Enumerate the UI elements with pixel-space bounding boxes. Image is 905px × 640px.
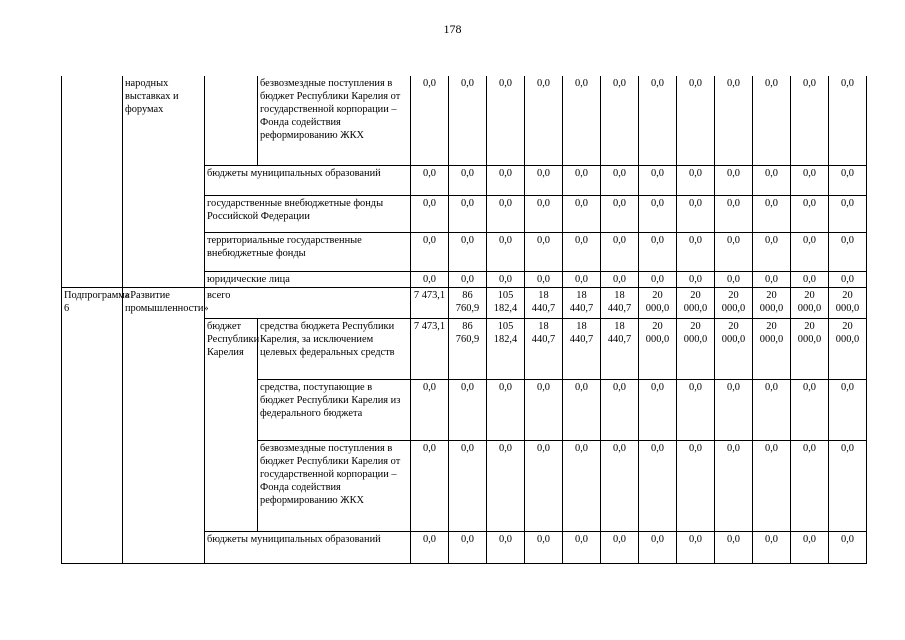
value-cell: 0,0 <box>525 165 563 195</box>
value-cell: 0,0 <box>753 76 791 165</box>
value-cell: 0,0 <box>449 531 487 563</box>
value-cell: 20 000,0 <box>639 287 677 318</box>
value-cell: 0,0 <box>411 195 449 232</box>
value-cell: 0,0 <box>601 232 639 271</box>
value-cell: 0,0 <box>791 232 829 271</box>
value-cell: 0,0 <box>791 531 829 563</box>
value-cell: 0,0 <box>525 76 563 165</box>
value-cell: 0,0 <box>753 232 791 271</box>
value-cell: 0,0 <box>829 531 867 563</box>
value-cell: 0,0 <box>449 379 487 440</box>
value-cell: 0,0 <box>487 271 525 287</box>
value-cell: 0,0 <box>563 165 601 195</box>
value-cell: 0,0 <box>411 165 449 195</box>
source-cell: средства, поступающие в бюджет Республики Карелия из федерального бюджета <box>258 379 411 440</box>
value-cell: 0,0 <box>487 76 525 165</box>
value-cell: 0,0 <box>563 379 601 440</box>
value-cell: 0,0 <box>677 165 715 195</box>
value-cell: 0,0 <box>411 76 449 165</box>
value-cell: 20 000,0 <box>791 287 829 318</box>
value-cell: 0,0 <box>449 165 487 195</box>
program-code-cell <box>62 76 123 287</box>
value-cell: 0,0 <box>829 195 867 232</box>
value-cell: 0,0 <box>525 232 563 271</box>
value-cell: 0,0 <box>677 531 715 563</box>
value-cell: 0,0 <box>715 379 753 440</box>
value-cell: 0,0 <box>639 531 677 563</box>
value-cell: 20 000,0 <box>715 318 753 379</box>
program-name-cell: «Развитие промышленности» <box>123 287 205 563</box>
value-cell: 0,0 <box>753 195 791 232</box>
value-cell: 0,0 <box>677 232 715 271</box>
value-cell: 0,0 <box>677 76 715 165</box>
value-cell: 0,0 <box>411 379 449 440</box>
value-cell: 18 440,7 <box>601 287 639 318</box>
value-cell: 0,0 <box>449 271 487 287</box>
value-cell: 0,0 <box>487 165 525 195</box>
source-cell: безвозмездные поступления в бюджет Республики Карелия от государственной корпорации – Фонда содействия реформированию ЖКХ <box>258 76 411 165</box>
budget-table <box>61 76 867 564</box>
value-cell: 0,0 <box>601 195 639 232</box>
value-cell: 0,0 <box>829 165 867 195</box>
value-cell: 0,0 <box>639 76 677 165</box>
value-cell: 20 000,0 <box>753 287 791 318</box>
value-cell: 0,0 <box>791 165 829 195</box>
value-cell: 0,0 <box>601 379 639 440</box>
budget-level-cell <box>205 76 258 165</box>
source-cell: средства бюджета Республики Карелия, за исключением целевых федеральных средств <box>258 318 411 379</box>
value-cell: 0,0 <box>791 195 829 232</box>
value-cell: 0,0 <box>411 271 449 287</box>
value-cell: 0,0 <box>829 232 867 271</box>
value-cell: 0,0 <box>639 232 677 271</box>
program-code-cell: Подпрограмма 6 <box>62 287 123 563</box>
value-cell: 0,0 <box>829 271 867 287</box>
value-cell: 18 440,7 <box>563 318 601 379</box>
value-cell: 18 440,7 <box>525 318 563 379</box>
value-cell: 0,0 <box>715 76 753 165</box>
value-cell: 0,0 <box>449 440 487 531</box>
value-cell: 7 473,1 <box>411 287 449 318</box>
source-cell: бюджеты муниципальных образований <box>205 165 411 195</box>
source-cell: бюджеты муниципальных образований <box>205 531 411 563</box>
value-cell: 0,0 <box>487 232 525 271</box>
value-cell: 86 760,9 <box>449 318 487 379</box>
value-cell: 0,0 <box>601 76 639 165</box>
value-cell: 0,0 <box>563 195 601 232</box>
budget-level-cell: бюджет Республики Карелия <box>205 318 258 531</box>
value-cell: 20 000,0 <box>715 287 753 318</box>
value-cell: 0,0 <box>449 232 487 271</box>
value-cell: 0,0 <box>753 379 791 440</box>
value-cell: 0,0 <box>487 195 525 232</box>
page-number: 178 <box>443 22 462 36</box>
value-cell: 0,0 <box>791 379 829 440</box>
value-cell: 20 000,0 <box>791 318 829 379</box>
value-cell: 0,0 <box>753 271 791 287</box>
value-cell: 0,0 <box>791 76 829 165</box>
value-cell: 0,0 <box>487 379 525 440</box>
value-cell: 18 440,7 <box>525 287 563 318</box>
value-cell: 0,0 <box>677 379 715 440</box>
value-cell: 0,0 <box>411 531 449 563</box>
value-cell: 0,0 <box>639 379 677 440</box>
value-cell: 0,0 <box>487 440 525 531</box>
value-cell: 0,0 <box>601 440 639 531</box>
value-cell: 0,0 <box>601 531 639 563</box>
value-cell: 0,0 <box>563 232 601 271</box>
program-name-cell: народных выставках и форумах <box>123 76 205 287</box>
source-cell: юридические лица <box>205 271 411 287</box>
value-cell: 0,0 <box>639 440 677 531</box>
source-cell: территориальные государственные внебюджетные фонды <box>205 232 411 271</box>
value-cell: 0,0 <box>639 165 677 195</box>
value-cell: 20 000,0 <box>829 318 867 379</box>
value-cell: 20 000,0 <box>753 318 791 379</box>
value-cell: 0,0 <box>715 195 753 232</box>
value-cell: 0,0 <box>563 271 601 287</box>
value-cell: 0,0 <box>715 531 753 563</box>
value-cell: 0,0 <box>601 165 639 195</box>
value-cell: 0,0 <box>449 76 487 165</box>
value-cell: 0,0 <box>715 271 753 287</box>
value-cell: 0,0 <box>563 76 601 165</box>
value-cell: 0,0 <box>525 440 563 531</box>
value-cell: 0,0 <box>791 271 829 287</box>
value-cell: 0,0 <box>563 531 601 563</box>
value-cell: 105 182,4 <box>487 318 525 379</box>
value-cell: 0,0 <box>639 271 677 287</box>
value-cell: 0,0 <box>525 379 563 440</box>
value-cell: 0,0 <box>677 195 715 232</box>
value-cell: 7 473,1 <box>411 318 449 379</box>
value-cell: 0,0 <box>677 271 715 287</box>
value-cell: 0,0 <box>829 379 867 440</box>
value-cell: 0,0 <box>715 232 753 271</box>
value-cell: 0,0 <box>411 440 449 531</box>
value-cell: 0,0 <box>525 531 563 563</box>
value-cell: 0,0 <box>677 440 715 531</box>
value-cell: 20 000,0 <box>639 318 677 379</box>
value-cell: 0,0 <box>753 440 791 531</box>
value-cell: 0,0 <box>449 195 487 232</box>
value-cell: 18 440,7 <box>563 287 601 318</box>
source-cell: государственные внебюджетные фонды Российской Федерации <box>205 195 411 232</box>
value-cell: 0,0 <box>639 195 677 232</box>
value-cell: 0,0 <box>487 531 525 563</box>
table-row <box>62 76 867 165</box>
value-cell: 18 440,7 <box>601 318 639 379</box>
value-cell: 0,0 <box>753 531 791 563</box>
value-cell: 20 000,0 <box>829 287 867 318</box>
value-cell: 0,0 <box>411 232 449 271</box>
value-cell: 0,0 <box>563 440 601 531</box>
value-cell: 86 760,9 <box>449 287 487 318</box>
value-cell: 0,0 <box>525 271 563 287</box>
source-cell: всего <box>205 287 411 318</box>
value-cell: 0,0 <box>829 440 867 531</box>
value-cell: 0,0 <box>715 165 753 195</box>
value-cell: 20 000,0 <box>677 287 715 318</box>
value-cell: 0,0 <box>829 76 867 165</box>
source-cell: безвозмездные поступления в бюджет Республики Карелия от государственной корпорации – Фонда содействия реформированию ЖКХ <box>258 440 411 531</box>
value-cell: 0,0 <box>791 440 829 531</box>
value-cell: 105 182,4 <box>487 287 525 318</box>
value-cell: 0,0 <box>753 165 791 195</box>
table-row <box>62 287 867 318</box>
value-cell: 0,0 <box>601 271 639 287</box>
value-cell: 0,0 <box>715 440 753 531</box>
value-cell: 20 000,0 <box>677 318 715 379</box>
value-cell: 0,0 <box>525 195 563 232</box>
